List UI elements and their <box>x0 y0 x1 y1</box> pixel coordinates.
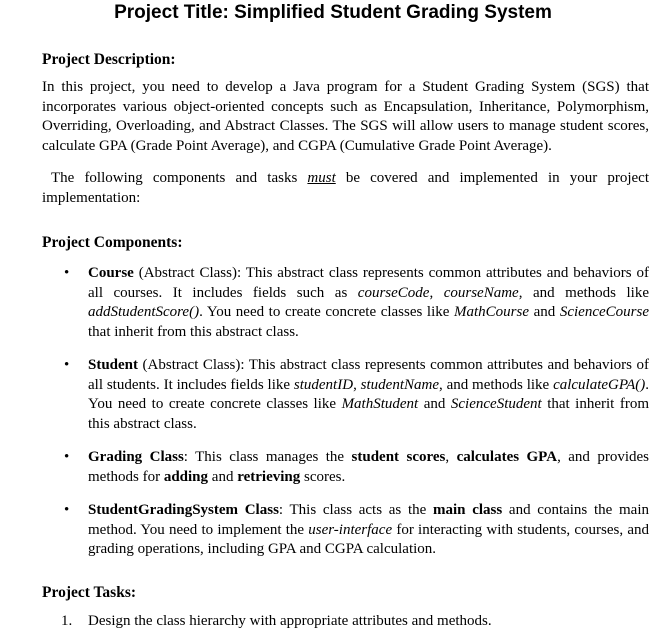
list-item-course <box>42 264 649 342</box>
component-field: courseCode <box>358 285 430 301</box>
component-emphasis: user-interface <box>308 522 392 538</box>
component-text: (Abstract Class): This abstract class represents common attributes and behaviors of all students. It includes fields like <box>88 357 649 393</box>
intro-text-2: be covered and implemented in your project implementation: <box>42 170 649 206</box>
component-keyword: adding <box>164 469 208 485</box>
component-field: studentID <box>294 377 353 393</box>
component-class: ScienceCourse <box>560 304 649 320</box>
component-class: MathCourse <box>454 304 529 320</box>
component-class: ScienceStudent <box>451 396 542 412</box>
project-title: Project Title: Simplified Student Grading System <box>0 2 666 24</box>
component-text: scores. <box>300 469 345 485</box>
component-text: , and methods like <box>439 377 553 393</box>
tasks-heading: Project Tasks: <box>42 583 649 603</box>
component-name: Student <box>88 357 138 373</box>
component-field: courseName <box>444 285 519 301</box>
component-text: . You need to create concrete classes like <box>88 377 649 413</box>
intro-paragraph <box>42 169 649 208</box>
task-text: Design the class hierarchy with appropriate attributes and methods. <box>88 613 492 629</box>
intro-emphasis: must <box>307 170 335 186</box>
components-heading: Project Components: <box>42 233 649 253</box>
list-item-grading <box>42 448 649 487</box>
component-text: and <box>418 396 451 412</box>
component-text: and <box>529 304 560 320</box>
list-item-task <box>42 612 649 631</box>
component-text: : This class manages the <box>184 449 352 465</box>
component-text: : This class acts as the <box>279 502 433 518</box>
bullet-icon: • <box>64 501 69 521</box>
bullet-icon: • <box>64 264 69 284</box>
document-body <box>42 50 649 631</box>
component-field: studentName <box>361 377 439 393</box>
description-paragraph: In this project, you need to develop a Java program for a Student Grading System (SGS) that incorporates various object-oriented concepts such as Encapsulation, Inheritance, Polymorphism, Overriding, Overloading, and Abstract Classes. The SGS will allow users to manage student scores, calculate GPA (Grade Point Average), and CGPA (Cumulative Grade Point Average). <box>42 78 649 156</box>
component-text: and contains the main method. You need to implement the <box>88 502 649 538</box>
component-keyword: main class <box>433 502 502 518</box>
component-text: , <box>445 449 456 465</box>
component-text: (Abstract Class): This abstract class represents common attributes and behaviors of all courses. It includes fields such as <box>88 265 649 301</box>
component-text: , and provides methods for <box>88 449 649 485</box>
component-name: Course <box>88 265 134 281</box>
component-method: addStudentScore() <box>88 304 199 320</box>
component-text: , <box>353 377 361 393</box>
list-item-system <box>42 501 649 560</box>
bullet-icon: • <box>64 448 69 468</box>
component-method: calculateGPA() <box>553 377 645 393</box>
list-item-student <box>42 356 649 434</box>
component-name: Grading Class <box>88 449 184 465</box>
tasks-list <box>42 612 649 631</box>
intro-text-1: The following components and tasks <box>51 170 307 186</box>
description-heading: Project Description: <box>42 50 649 70</box>
bullet-icon: • <box>64 356 69 376</box>
task-number: 1. <box>61 612 72 631</box>
component-keyword: calculates GPA <box>457 449 557 465</box>
component-text: for interacting with students, courses, and grading operations, including GPA and CGPA calculation. <box>88 522 649 558</box>
component-text: that inherit from this abstract class. <box>88 324 299 340</box>
component-text: and <box>208 469 237 485</box>
components-list <box>42 264 649 560</box>
component-text: . You need to create concrete classes like <box>199 304 454 320</box>
component-text: , <box>429 285 443 301</box>
component-text: that inherit from this abstract class. <box>88 396 649 432</box>
component-keyword: retrieving <box>237 469 300 485</box>
component-text: , and methods like <box>519 285 649 301</box>
component-keyword: student scores <box>352 449 446 465</box>
component-class: MathStudent <box>342 396 419 412</box>
component-name: StudentGradingSystem Class <box>88 502 279 518</box>
